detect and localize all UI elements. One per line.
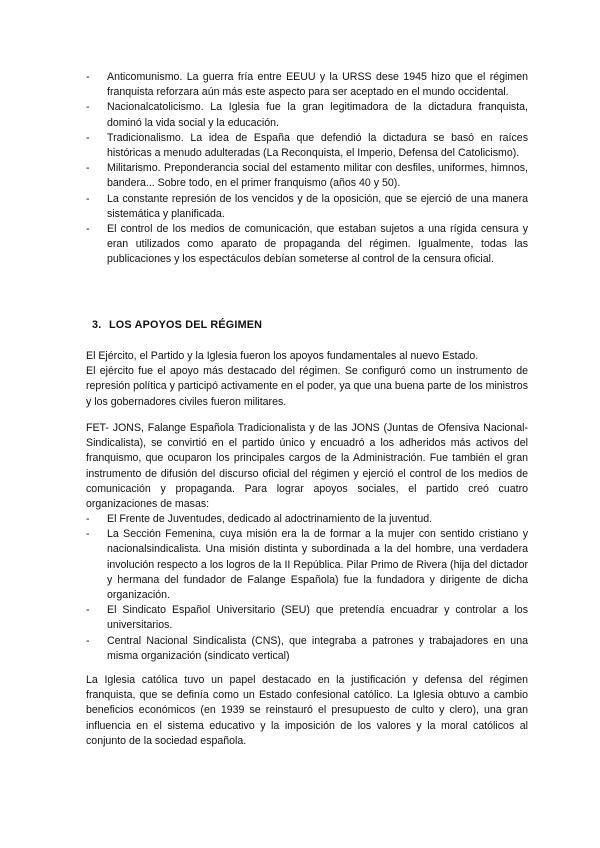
list-item: - El Sindicato Español Universitario (SEU) que pretendía encuadrar y controlar a los universitarios. [86,604,528,632]
supports-intro-paragraph: El Ejército, el Partido y la Iglesia fueron los apoyos fundamentales al nuevo Estado. El ejército fue el apoyo más destacado del régimen. Se configuró como un instrumento de represión política y participó activamente en el poder, ya que una buena parte de los ministros y los gobernadores civiles fueron militares. [86,350,528,408]
list-item: - Central Nacional Sindicalista (CNS), que integraba a patrones y trabajadores en una misma organización (sindicato vertical) [86,634,528,662]
mass-organizations-list [86,512,528,664]
characteristics-list [86,70,528,268]
list-item: - La Sección Femenina, cuya misión era la de formar a la mujer con sentido cristiano y nacionalsindicalista. Una misión distinta y subordinada a la del hombre, una verdadera involución respecto a los logros de la II República. Pilar Primo de Rivera (hija del dictador y hermana del fundador de Falange Española) fue la fundadora y dirigente de dicha organización. [86,528,528,602]
church-paragraph: La Iglesia católica tuvo un papel destacado en la justificación y defensa del régimen franquista, que se definía como un Estado confesional católico. La Iglesia obtuvo a cambio beneficios económicos (en 1939 se reinstauró el presupuesto de culto y clero), una gran influencia en el sistema educativo y la imposición de los valores y la moral católicos al conjunto de la sociedad española. [86,674,528,747]
list-item: - El Frente de Juventudes, dedicado al adoctrinamiento de la juventud. [86,513,433,525]
list-item: - Militarismo. Preponderancia social del estamento militar con desfiles, uniformes, himnos, bandera... Sobre todo, en el primer franquismo (años 40 y 50). [86,162,528,190]
list-item: - Nacionalcatolicismo. La Iglesia fue la gran legitimadora de la dictadura franquista, dominó la vida social y la educación. [86,101,528,129]
list-item: - Tradicionalismo. La idea de España que defendió la dictadura se basó en raíces históricas a menudo adulteradas (La Reconquista, el Imperio, Defensa del Catolicismo). [86,131,528,160]
list-item: - Anticomunismo. La guerra fría entre EEUU y la URSS dese 1945 hizo que el régimen franquista reforzara aún más este aspecto para ser aceptado en el mundo occidental. [86,71,528,99]
list-item: - La constante represión de los vencidos y de la oposición, que se ejerció de una manera sistemática y planificada. [86,192,528,220]
section-number: 3. [92,319,102,331]
section-title: LOS APOYOS DEL RÉGIMEN [109,319,263,331]
section-heading [92,318,262,333]
falange-paragraph: FET- JONS, Falange Española Tradicionalista y de las JONS (Juntas de Ofensiva Nacional-Sindicalista), se convirtió en el partido único y encuadró a los adheridos más activos del franquismo, que ocuparon los principales cargos de la Administración. Fue también el gran instrumento de difusión del discurso oficial del régimen y ejerció el control de los medios de comunicación y propaganda. Para lograr apoyos sociales, el partido creó cuatro organizaciones de masas: [86,422,528,511]
list-item: - El control de los medios de comunicación, que estaban sujetos a una rígida censura y eran utilizados como aparato de propaganda del régimen. Igualmente, todas las publicaciones y los espectáculos debían someterse al control de la censura oficial. [86,223,528,266]
